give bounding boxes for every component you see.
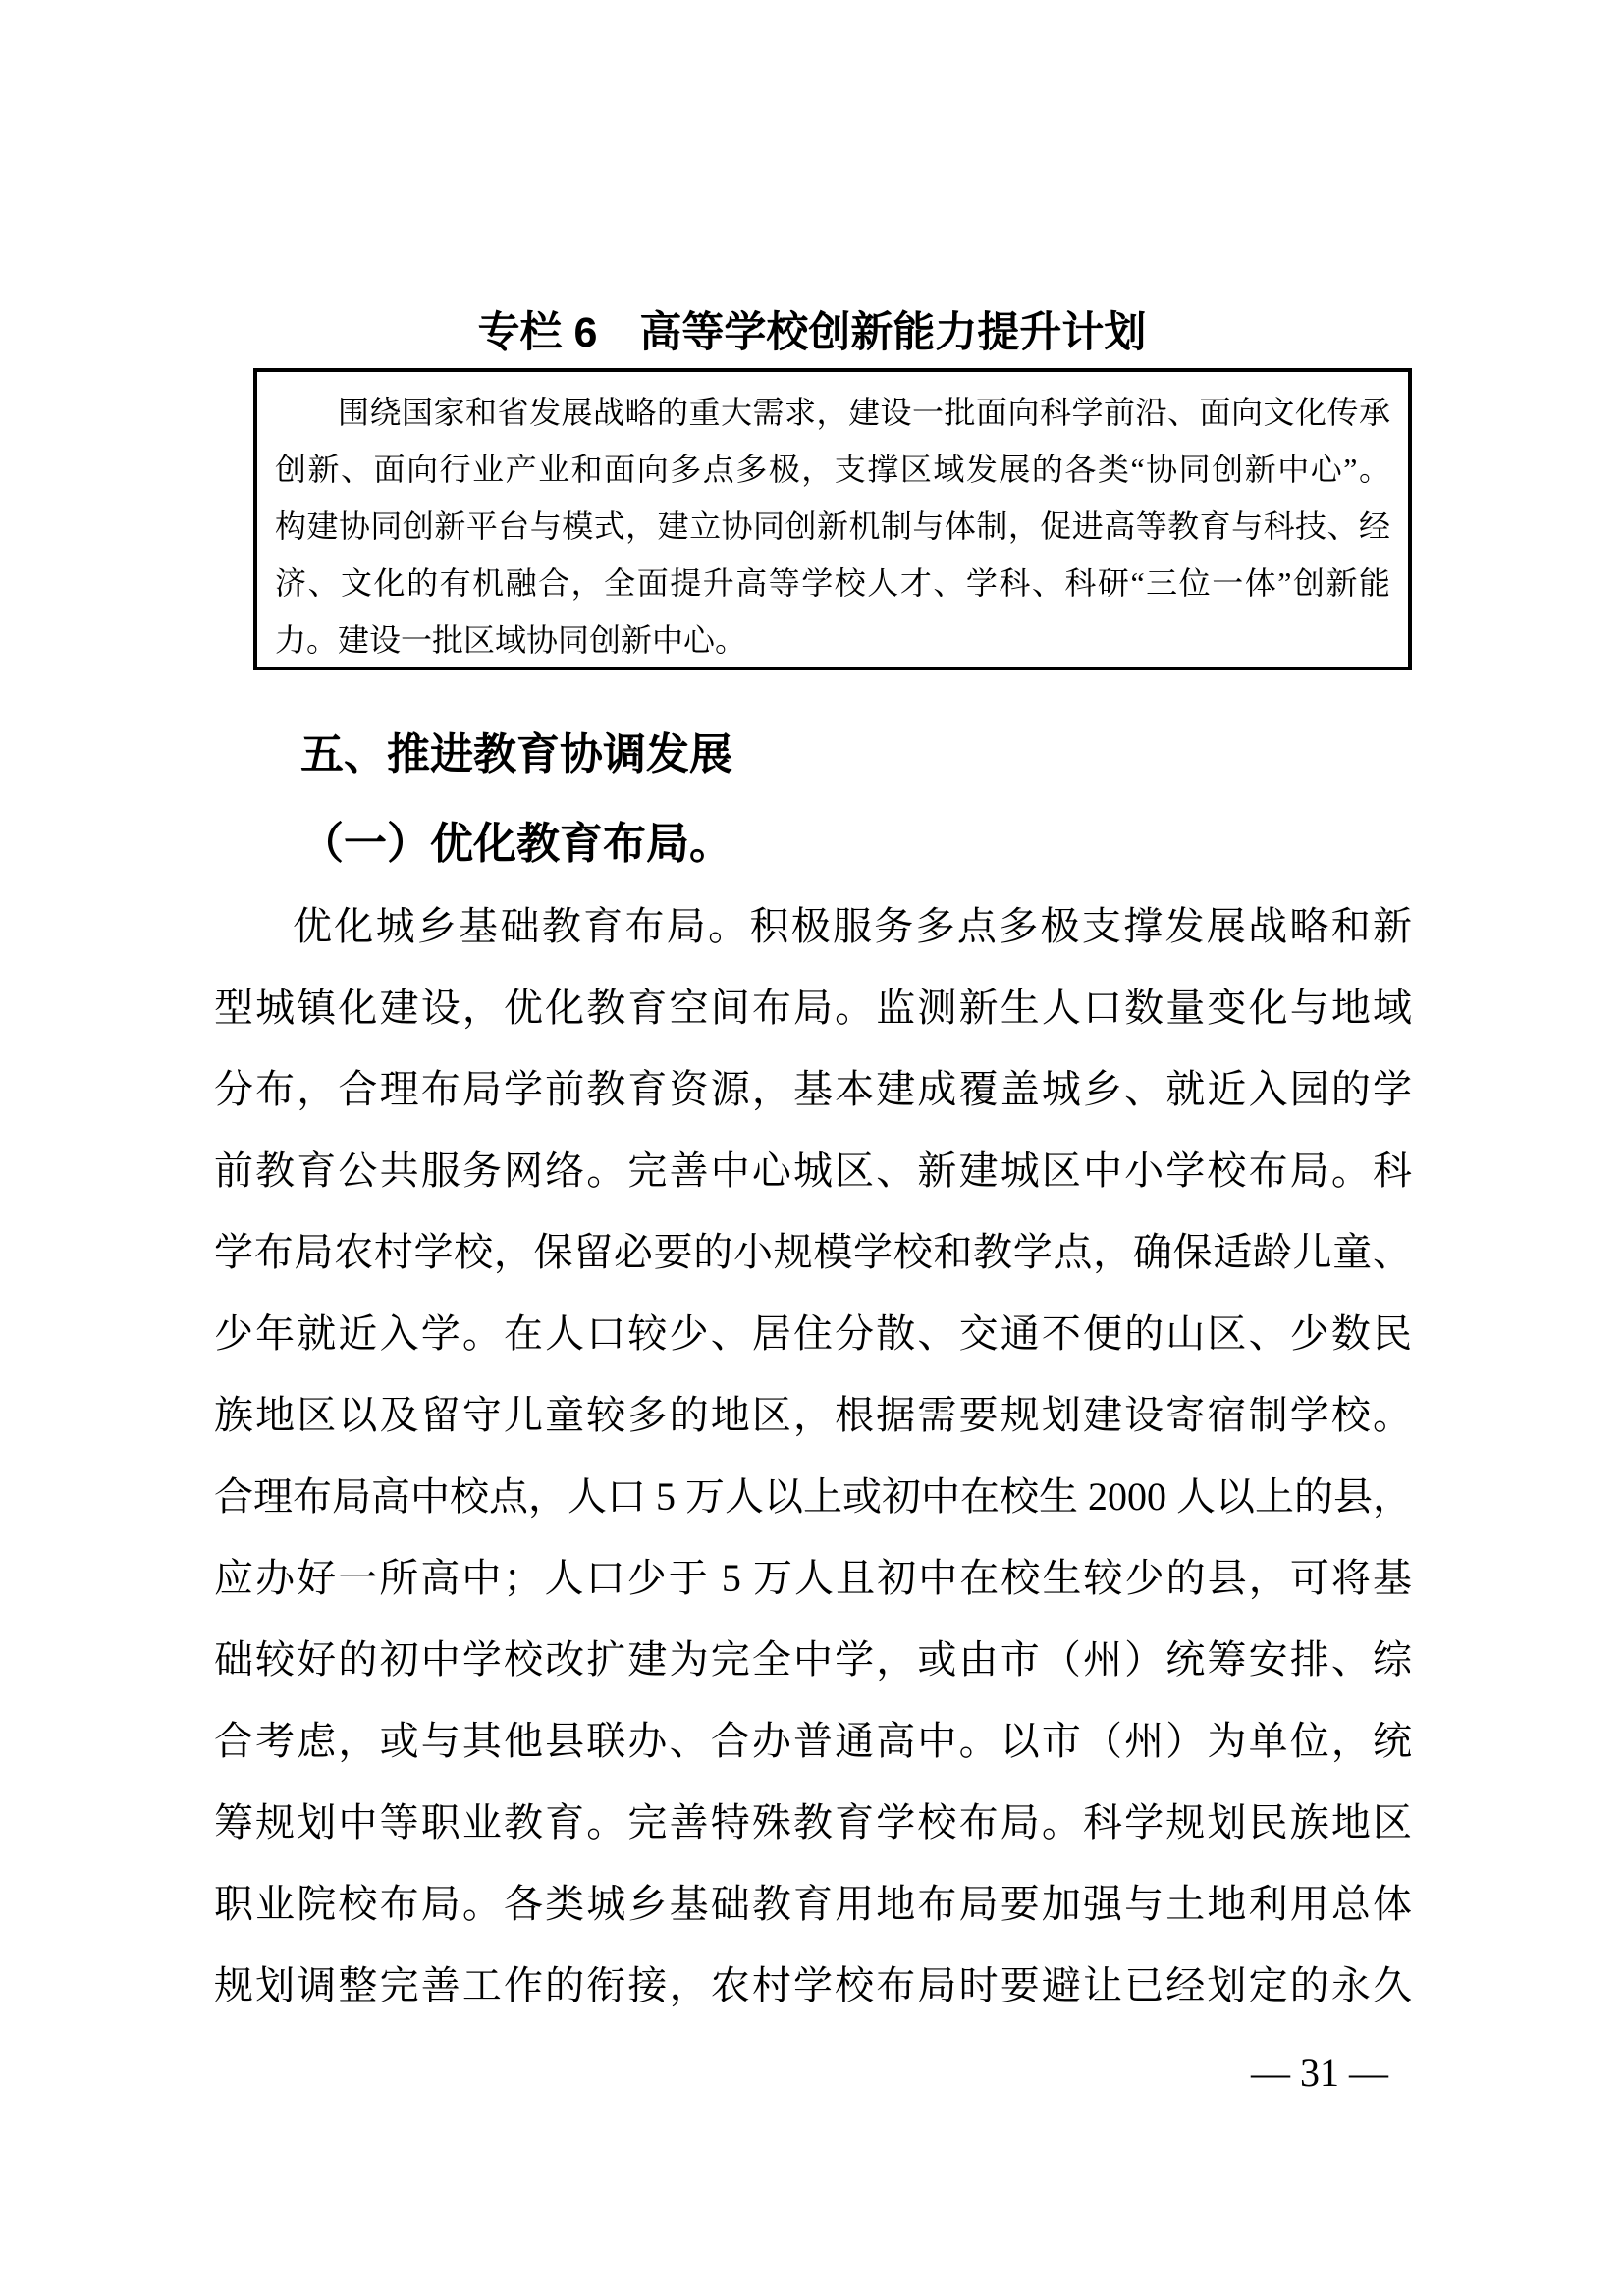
callout-box-line: 构建协同创新平台与模式，建立协同创新机制与体制，促进高等教育与科技、经 — [275, 508, 1390, 544]
body-text-line: 学布局农村学校，保留必要的小规模学校和教学点，确保适龄儿童、 — [214, 1230, 1412, 1274]
body-text-line: 合理布局高中校点，人口 5 万人以上或初中在校生 2000 人以上的县， — [214, 1474, 1412, 1519]
body-text-line: 前教育公共服务网络。完善中心城区、新建城区中小学校布局。科 — [214, 1148, 1412, 1193]
callout-box-line: 力。建设一批区域协同创新中心。 — [275, 622, 747, 658]
body-text-line: 合考虑，或与其他县联办、合办普通高中。以市（州）为单位，统 — [214, 1719, 1412, 1763]
section-heading: 五、推进教育协调发展 — [300, 730, 732, 778]
body-text-line: 职业院校布局。各类城乡基础教育用地布局要加强与土地利用总体 — [214, 1882, 1412, 1926]
body-text-line: 少年就近入学。在人口较少、居住分散、交通不便的山区、少数民 — [214, 1311, 1412, 1356]
callout-box-line: 围绕国家和省发展战略的重大需求，建设一批面向科学前沿、面向文化传承 — [338, 395, 1390, 430]
body-text-line: 础较好的初中学校改扩建为完全中学，或由市（州）统筹安排、综 — [214, 1637, 1412, 1682]
callout-box-line: 济、文化的有机融合，全面提升高等学校人才、学科、科研“三位一体”创新能 — [275, 565, 1390, 601]
body-text-line: 分布，合理布局学前教育资源，基本建成覆盖城乡、就近入园的学 — [214, 1067, 1412, 1111]
body-text-line: 筹规划中等职业教育。完善特殊教育学校布局。科学规划民族地区 — [214, 1800, 1412, 1844]
body-text-line: 优化城乡基础教育布局。积极服务多点多极支撑发展战略和新 — [293, 904, 1412, 948]
page-number: — 31 — — [1251, 2051, 1388, 2095]
body-text-line: 族地区以及留守儿童较多的地区，根据需要规划建设寄宿制学校。 — [214, 1393, 1412, 1437]
callout-box-line: 创新、面向行业产业和面向多点多极，支撑区域发展的各类“协同创新中心”。 — [275, 452, 1390, 487]
callout-box-title: 专栏 6 高等学校创新能力提升计划 — [477, 309, 1147, 356]
body-text-line: 规划调整完善工作的衔接，农村学校布局时要避让已经划定的永久 — [214, 1963, 1412, 2007]
body-text-line: 应办好一所高中；人口少于 5 万人且初中在校生较少的县，可将基 — [214, 1556, 1412, 1600]
subsection-heading: （一）优化教育布局。 — [300, 820, 732, 868]
body-text-line: 型城镇化建设，优化教育空间布局。监测新生人口数量变化与地域 — [214, 986, 1412, 1030]
callout-box — [253, 368, 1412, 670]
body-paragraph — [214, 885, 1412, 2026]
